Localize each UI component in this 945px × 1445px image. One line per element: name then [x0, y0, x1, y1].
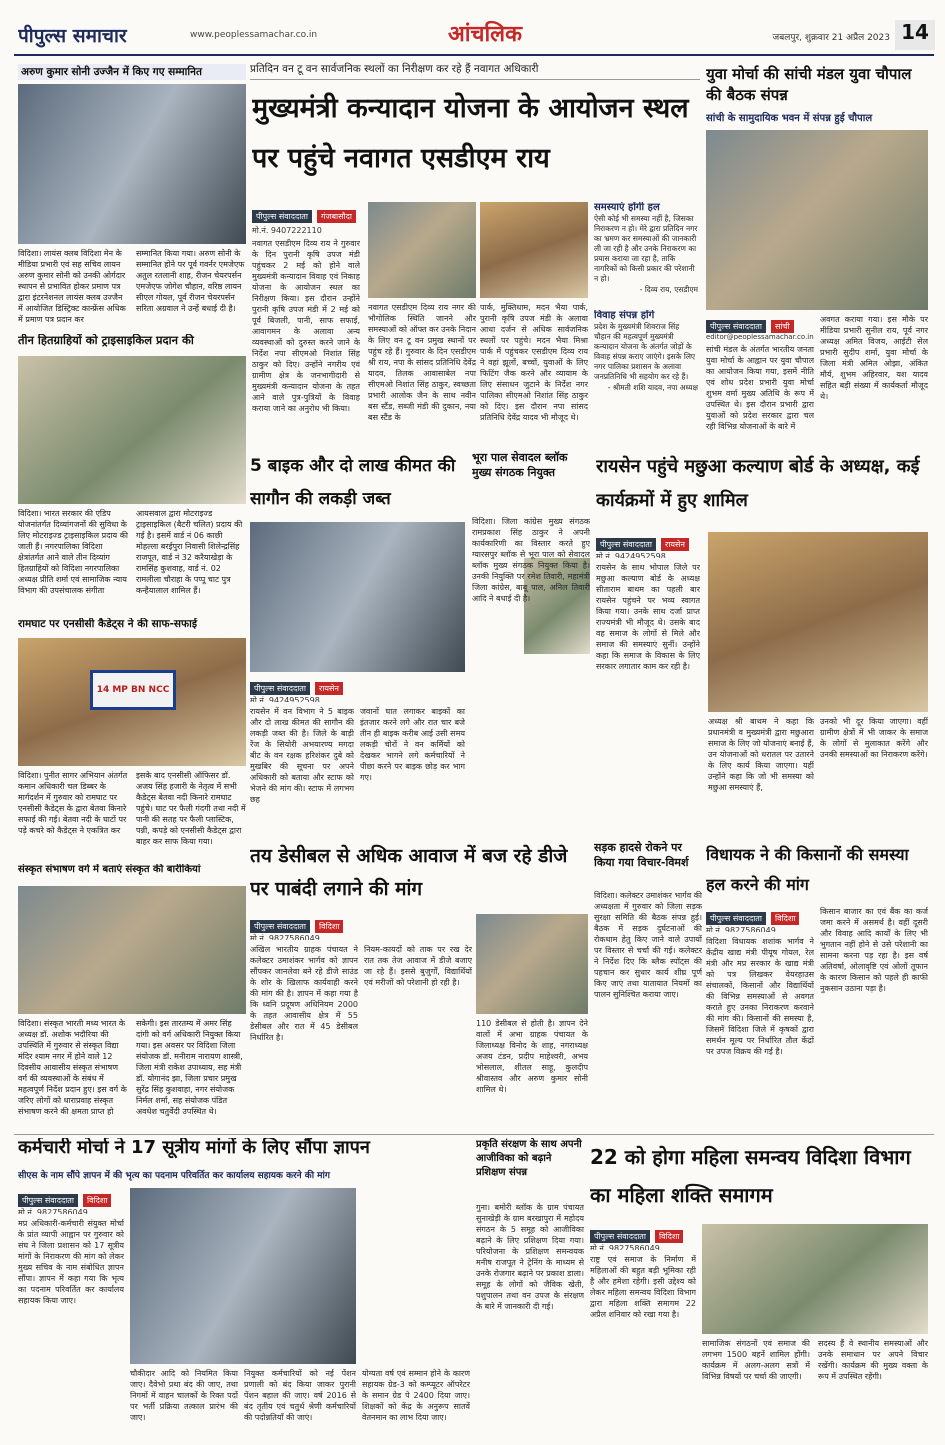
column-1: विदिशा विधायक शशांक भार्गव ने केंद्रीय खाद्य मंत्री पीयूष गोयल, रेल मंत्री और मप्र सरकार के खाद्य मंत्री को पत्र लिखकर वेयरहाउस संचालकों, किसानों और विद्यार्थियों की विभिन्न समस्याओं से अवगत कराते हुए उनका निराकरण करवाने की मांग की। किसानों की समस्या है, जिसमें विदिशा जिले में कृषकों द्वारा समर्थन मूल्य पर निर्धारित तौल केंद्रों पर उपज विक्रय की गई है। — [706, 937, 814, 1056]
column-1: रायसेन में वन विभाग ने 5 बाइक और दो लाख कीमत की सागौन की लकड़ी जब्त की है। जिले के बाड़ी रेंज के सियोरी अभयारण्य मगदा बीट के वन रक्षक हरिशंकर दुबे को मुखबिर की सूचना पर अपने अधिकारी को बताया और स्टाफ को भेजने की मांग की। स्टाफ में लगभग छह — [250, 707, 354, 804]
headline: युवा मोर्चा की सांची मंडल युवा चौपाल की बैठक संपन्न — [706, 65, 912, 104]
headline: अरुण कुमार सोनी उज्जैन में किए गए सम्मानित — [18, 64, 246, 80]
column-1: रायसेन के साथ भोपाल जिले पर मछुआ कल्याण बोर्ड के अध्यक्ष सीताराम बाथम का पहली बार रायसेन पहुंचने पर भव्य स्वागत किया गया। उनके साथ दर्जा प्राप्त राज्यमंत्री भी मौजूद थे। उसके बाद वह समाज के लोगों से मिले और समाज की समस्याएं सुनीं। उन्होंने कहा कि समाज के विकास के लिए सरकार लगातार काम कर रही है। — [596, 563, 700, 671]
caption: विदिशा। लायंस क्लब विदिशा मेन के मीडिया प्रभारी एवं सह सचिव लायन अरुण कुमार सोनी को उनकी ओर्गदार स्थापन से प्रभावित होकर प्रमाण पत्र द्वारा इंटरनेशनल लायंस क्लब उज्जैन में आयोजित डिस्ट्रिक्ट कान्फ्रेंस अधिक में प्रमाण पत्र प्रदान कर — [18, 249, 126, 324]
quote2-signature: - श्रीमती शशि यादव, नपा अध्यक्ष — [607, 382, 698, 392]
caption: विदिशा। पुनीत सागर अभियान अंतर्गत कमान अधिकारी चल डिब्बर के मार्गदर्शन में गुरुवार को रामघाट पर एनसीसी कैडेट्स के द्वारा बेतवा किनारे सफाई की गई। बेतवा नदी के घाटों पर पड़े कचरे को कैडेट्स ने एकत्रित कर — [18, 771, 128, 835]
headline: सड़क हादसे रोकने पर किया गया विचार-विमर्श — [594, 841, 689, 869]
mid-story-appointment — [472, 450, 590, 836]
lead-photo-1 — [368, 202, 476, 298]
lead-column-2: नवागत एसडीएम दिव्य राय नगर की भौगोलिक स्थिति जानने और समस्याओं को ऑफ्त कर उनके निदान के लिए वन टू वन प्रमुख स्थानों पर पहुंच रहे हैं। गुरुवार के दिन एसडीएम श्री राय, नपा के सांसद प्रतिनिधि देवेंद्र यादव, तिलक आवासाबेल नपा सीएमओ निशांत सिंह ठाकुर, स्वच्छता प्रभारी आलोक जैन के साथ नवीन बस स्टैंड, सब्जी मंडी की दुकान, नया बस स्टैंड के — [368, 303, 476, 422]
memorandum-photo — [130, 1188, 356, 1364]
section-title: आंचलिक — [448, 22, 522, 47]
column-3: 110 डेसीबल से होती है। ज्ञापन देने वालों में अभा ग्राहक पंचायत के जिलाध्यक्ष विनोद के शाह, नगराध्यक्ष अजय टंडन, प्रदीप माहेश्वरी, अभय भोसलाल, शीतल साहू, कुलदीप श्रीवास्तव और अरुण कुमार सोनी शामिल थे। — [476, 1019, 588, 1094]
headline: प्रकृति संरक्षण के साथ अपनी आजीविका को बढ़ाने प्रशिक्षण संपन्न — [476, 1139, 582, 1178]
caption-continued: आयसवाल द्वारा मोटराइज्ड ट्राइसाइकिल (बैटरी चलित) प्रदाय की गई है। इसमें वार्ड नं 06 काछी मोहल्ला बरईपुरा निवासी शिलेन्द्रसिंह राजपूत, वार्ड नं 32 करैयाखेड़ा के रामसिंह कुशवाह, वार्ड नं. 02 रामलीला चौराहा के पप्पू चाट पुत्र कन्हैयालाल शामिल हैं। — [136, 509, 243, 595]
lead-column-1: नवागत एसडीएम दिव्य राय ने गुरुवार के दिन पुरानी कृषि उपज मंडी पहुंचकर 2 मई को होने वाले मुख्यमंत्री कन्यादान विवाह एवं निकाह योजना के आयोजन स्थल का निरीक्षण किया। इस दौरान उन्होंने पुरानी कृषि उपज मंडी में 2 मई को पूर्व बिजली, पानी, साफ सफाई, आवागमन के अलावा अन्य व्यवस्थाओं को दुरुस्त करने जाने के निर्देश नपा सीएमओ निशांत सिंह ठाकुर को दिए। उन्होंने नगरीय एवं ग्रामीण क्षेत्र के जनभागीदारी से मुख्यमंत्री कन्यादान योजना के तहत आने वाले पुत्र-पुत्रियों के विवाह कराया जाने का अनुरोध भी किया। — [252, 239, 360, 413]
bottom-story-employees — [18, 1138, 470, 1438]
byline: पीपुल्स संवाददाता — [596, 538, 656, 551]
headline: तय डेसीबल से अधिक आवाज में बज रहे डीजे पर पाबंदी लगाने की मांग — [250, 845, 568, 900]
body: गुना। बमोरी ब्लॉक के ग्राम पंचायत सुनाखेड़ी के ग्राम बरखापुरा में महोदय संगठन के 5 समूह को आजीविका बढ़ाने के लिए प्रशिक्षण दिया गया। परियोजना के प्रशिक्षण समन्वयक मनीष राजपूत ने ट्रेनिंग के माध्यम से उनके रोजगार बढ़ाने पर प्रकाश डाला। समूह के लोगों को जैविक खेती, पशुपालन तथा वन उपज के संरक्षण के बारे में जानकारी दी गई। — [476, 1203, 584, 1311]
award-photo — [18, 84, 246, 244]
byline-box — [250, 914, 370, 940]
column-3: उनको भी दूर किया जाएगा। वहीं ग्रामीण क्षेत्रों में भी जाकर के समाज के लोगों से मुलाकात करेंगे और उनकी समस्याओं का निराकरण करेंगे। — [820, 717, 928, 759]
byline: पीपुल्स संवाददाता — [706, 912, 766, 925]
column-2: सामाजिक संगठनों एवं समाज की लगभग 1500 बहनें शामिल होंगी। कार्यक्रम में अलग-अलग सत्रों में विभिन्न विषयों पर चर्चा की जाएगी। — [702, 1339, 810, 1381]
column-3: सदस्य हैं वे स्थानीय समस्याओं और उनके समाधान पर अपने विचार रखेंगी। कार्यक्रम की मुख्य वक्ता के रूप में उपस्थित रहेंगी। — [818, 1339, 928, 1381]
byline: पीपुल्स संवाददाता — [252, 210, 312, 223]
column-1: राष्ट्र एवं समाज के निर्माण में महिलाओं की बहुत बड़ी भूमिका रही है और हमेशा रहेगी। इसी उद्देश्य को लेकर महिला समन्वय विदिशा विभाग द्वारा महिला शक्ति समागम 22 अप्रैल शनिवार को रखा गया है। — [590, 1255, 696, 1319]
byline-box — [590, 1224, 698, 1250]
lead-byline-box — [252, 204, 360, 234]
right-story-road-safety — [594, 840, 702, 1130]
headline: विधायक ने की किसानों की समस्या हल करने की मांग — [706, 845, 909, 894]
lead-column-3: पार्क, मुक्तिधाम, मदन भैया पार्क, पुरानी कृषि उपज मंडी के अलावा आधा दर्जन से अधिक सार्वजनिक स्थलों पर पहुंचे। मदन भैया मिश्रा पार्क में पहुंचकर एसडीएम दिव्य राय ने वहां झूलों, बच्चों, युवाओं के लिए फिटिंग जैक करने और व्यायाम के लिए संसाधन जुटाने के निर्देश नगर पालिका सीएमओ निशांत सिंह ठाकुर को दिए। इस दौरान नपा सांसद प्रतिनिधि देवेंद्र यादव भी मौजूद थे। — [480, 303, 588, 422]
tricycle-photo — [18, 356, 246, 504]
mobile-number: मो.नं. 9827586049 — [250, 934, 320, 940]
masthead-url: www.peoplessamachar.co.in — [190, 30, 318, 40]
column-3: नियुक्त कर्मचारियों को नई पेंशन प्रणाली को बंद किया जाकर पुरानी पेंशन बहाल की जाए। वर्ष 2016 से बंद तृतीय एवं चतुर्थ श्रेणी कर्मचारियों की पदोन्नतियाँ की जाएं। — [244, 1369, 356, 1422]
quote-box-1 — [594, 202, 698, 306]
memorandum-photo — [476, 914, 588, 1014]
welcome-photo — [708, 532, 928, 712]
body: विदिशा। जिला कांग्रेस मुख्य संगठक रामप्रकाश सिंह ठाकुर ने अपनी कार्यकारिणी का विस्तार करते हुए ग्यारसपुर ब्लॉक से भूरा पाल को सेवादल ब्लॉक मुख्य संगठक नियुक्त किया है। उनकी नियुक्ति पर रमेश तिवारी, महामंत्री जिला कांग्रेस, बाबू पाल, अनिल तिवारी आदि ने बधाई दी है। — [472, 517, 590, 603]
mobile-number: मो.नं. 9827586049 — [590, 1244, 660, 1250]
subheadline: सांची के सामुदायिक भवन में संपन्न हुई चौपाल — [706, 113, 873, 124]
masthead-rule — [14, 54, 934, 56]
quote-body: ऐसी कोई भी समस्या नहीं है, जिसका निराकरण न हो। मेरे द्वारा प्रतिदिन नगर का भ्रमण कर समस्याओं की जानकारी ली जा रही है और उनके निराकरण का प्रयास कराया जा रहा है, ताकि नागरिकों को किसी प्रकार की परेशानी न हो। — [594, 213, 698, 283]
headline: रामघाट पर एनसीसी कैडेट्स ने की साफ-सफाई — [18, 618, 197, 630]
byline-box — [706, 906, 814, 932]
byline-box — [596, 532, 704, 558]
headline: तीन हितग्राहियों को ट्राइसाइकिल प्रदान की — [18, 334, 194, 347]
headline: भूरा पाल सेवादल ब्लॉक मुख्य संगठक नियुक्त — [472, 451, 568, 479]
caption-continued: सम्मानित किया गया। अरुण सोनी के सम्मानित होने पर पूर्व गवर्नर एमजेएफ अतुल रतलानी शाह, रीजन चेयरपर्सन एमजेएफ जोगेश चौहान, वरिष्ठ लायन सीएल गोयल, पूर्व रीजन चेयरपर्सन सरिता अग्रवाल ने उन्हें बधाई दी है। — [136, 249, 245, 313]
byline-box — [706, 314, 816, 340]
left-story-2 — [18, 334, 246, 612]
byline-place: विदिशा — [655, 1230, 683, 1243]
ncc-photo — [18, 638, 246, 766]
byline-place: विदिशा — [315, 920, 343, 933]
headline: कर्मचारी मोर्चा ने 17 सूत्रीय मांगों के लिए सौंपा ज्ञापन — [18, 1138, 370, 1158]
quote-box-2 — [594, 310, 698, 440]
right-story-mla — [706, 840, 928, 1130]
byline-place: रायसेन — [661, 538, 689, 551]
mid-story-bikes — [250, 450, 465, 836]
mobile-number: मो.नं. 9424952598 — [250, 696, 320, 702]
byline-box — [18, 1188, 126, 1214]
left-story-3 — [18, 618, 246, 858]
top-strip: प्रतिदिन वन टू वन सार्वजनिक स्थलों का निरीक्षण कर रहे हैं नवागत अधिकारी — [250, 62, 700, 80]
right-story-fisheries — [596, 450, 928, 836]
mid-story-dj — [250, 840, 588, 1130]
seized-bikes-photo — [250, 522, 465, 672]
masthead — [0, 0, 945, 58]
caption: विदिशा। संस्कृत भारती मध्य भारत के अध्यक्ष डॉ. अशोक भदौरिया की उपस्थिति में गुरुवार से संस्कृत विद्या मंदिर श्याम नगर में होने वाले 12 दिवसीय आवासीय संस्कृत संभाषण वर्ग की व्यवस्थाओं के संबंध में महत्वपूर्ण निर्देश प्रदान हुए। इस वर्ग के जरिए लोगों को धाराप्रवाह संस्कृत संभाषण करने की क्षमता प्राप्त हो — [18, 1019, 127, 1116]
byline: पीपुल्स संवाददाता — [590, 1230, 650, 1243]
ncc-banner: 14 MP BN NCC — [90, 670, 176, 710]
byline: पीपुल्स संवाददाता — [250, 920, 310, 933]
byline-place: सांची — [771, 320, 794, 333]
column-2: अवगत कराया गया। इस मौके पर मीडिया प्रभारी सुनील राय, पूर्व नगर अध्यक्ष अमित विजय, आईटी सेल प्रभारी सुदीप शर्मा, युवा मोर्चा के जिला मंत्री अमित ओझा, अंकित मौर्य, शुभम अहिरवार, यश यादव सहित बड़ी संख्या में कार्यकर्ता मौजूद थे। — [820, 315, 928, 401]
byline-place: विदिशा — [771, 912, 799, 925]
page-number: 14 — [895, 20, 935, 50]
email: editor@peoplessamachar.co.in — [706, 333, 814, 340]
column-1: मप्र अधिकारी-कर्मचारी संयुक्त मोर्चा के प्रांत व्यापी आह्वान पर गुरुवार को संघ ने जिला प्रशासन को 17 सूत्रीय मांगों के निराकरण की मांग को लेकर मुख्य सचिव के नाम संबोधित ज्ञापन सौंपा। ज्ञापन में कहा गया कि भृत्य का पदनाम परिवर्तित कर कार्यालय सहायक किया जाए। — [18, 1219, 124, 1305]
column-1: सांची मंडल के अंतर्गत भारतीय जनता युवा मोर्चा के आह्वान पर युवा चौपाल का आयोजन किया गया, इसमें नीति एवं शोध प्रदेश प्रभारी युवा मोर्चा शुभम वर्मा मुख्य अतिथि के रूप में उपस्थित थे। इस दौरान प्रभारी द्वारा युवाओं को प्रदेश सरकार द्वारा चल रही विभिन्न योजनाओं के बारे में — [706, 345, 814, 431]
right-story-yuva — [706, 62, 928, 442]
lead-headline: मुख्यमंत्री कन्यादान योजना के आयोजन स्थल पर पहुंचे नवागत एसडीएम राय — [252, 93, 689, 174]
left-story-1 — [18, 62, 246, 328]
column-2: अध्यक्ष श्री बाथम ने कहा कि प्रधानमंत्री व मुख्यमंत्री द्वारा मछुआरा समाज के लिए जो योजनाएं बनाई हैं, उन योजनाओं को धरातल पर उतारने के लिए कार्य किया जाएगा। यहीं उन्होंने कहा कि जो भी समस्या को मछुआ समस्याएं हैं, — [708, 717, 814, 792]
dateline: जबलपुर, शुक्रवार 21 अप्रैल 2023 — [772, 33, 890, 43]
headline: 22 को होगा महिला समन्वय विदिशा विभाग का महिला शक्ति समागम — [590, 1145, 911, 1207]
headline: 5 बाइक और दो लाख कीमत की सागौन की लकड़ी जब्त — [250, 456, 456, 509]
quote2-body: प्रदेश के मुख्यमंत्री शिवराज सिंह चौहान की महत्वपूर्ण मुख्यमंत्री कन्यादान योजना के अंतर्गत जोड़ों के विवाह संपन्न कराए जाएंगे। इसके लिए नगर पालिका प्रशासन के अलावा जनप्रतिनिधि भी सहयोग कर रहे हैं। — [594, 321, 696, 381]
chaupal-photo — [706, 130, 928, 310]
mobile-number: मो.नं. 9407222110 — [252, 226, 322, 234]
bottom-row-rule — [14, 1134, 934, 1135]
left-story-4 — [18, 864, 246, 1138]
lead-story — [250, 62, 700, 442]
quote-signature: - दिव्य राय, एसडीएम — [639, 284, 698, 294]
headline: संस्कृत संभाषण वर्ग में बताएं संस्कृत की बारीकियां — [18, 864, 201, 875]
caption-continued: सकेगी। इस तारतम्य में अमर सिंह दांगी को वर्ग अधिकारी नियुक्त किया गया। इस अवसर पर विदिशा जिला संयोजक डॉ. मनीराम नारायण शास्त्री, जिला मंत्री राकेश उपाध्याय, सह मंत्री डॉ. योगानंद झा, जिला प्रचार प्रमुख सुरेंद्र सिंह कुशवाहा, नगर संयोजक निर्मल शर्मा, सह संयोजक पंडित अवधेश चतुर्वेदी उपस्थित थे। — [136, 1019, 243, 1116]
column-2: जवानों घात लगाकर बाइकों का इंतजार करने लगे और रात चार बजे तीन ही बाइक करीब आई उसी समय लकड़ी चोरों ने वन कर्मियों को देखकर भागने लगे कर्मचारियों ने पीछा करने पर बाइक छोड़ कर भाग गए। — [360, 707, 465, 782]
byline-place: गंजबासौदा — [317, 210, 356, 223]
byline-box — [250, 676, 465, 702]
headline: रायसेन पहुंचे मछुआ कल्याण बोर्ड के अध्यक्ष, कई कार्यक्रमों में हुए शामिल — [596, 456, 920, 511]
caption-continued: इसके बाद एनसीसी ऑफिसर डॉ. अजय सिंह हजारी के नेतृत्व में सभी कैडेट्स बेतवा नदी किनारे रामघाट पहुंचे। घाट पर फैली गंदगी तथा नदी में पानी की सतह पर फैली प्लास्टिक, पन्नी, कपड़े को एनसीसी कैडेट्स द्वारा बाहर कर साफ किया गया। — [136, 771, 246, 846]
bottom-story-women — [590, 1138, 928, 1438]
column-2: चौकीदार आदि को नियमित किया जाए। दैवेभो प्रथा बंद की जाए, तथा निगमों में वाहन चालकों के रिक्त पदों पर भर्ती प्रक्रिया तत्काल प्रारंभ की जाए। — [130, 1369, 238, 1422]
lead-photo-2 — [480, 202, 588, 298]
caption: विदिशा। भारत सरकार की एडिप योजनांतर्गत दिव्यांगजनों की सुविधा के लिए मोटराइज्ड ट्राइसाइकिल प्रदाय की जाती हैं। नगरपालिका विदिशा क्षेत्रांतर्गत आने वाले तीन दिव्यांग हितग्राहियों को विदिशा नगरपालिका अध्यक्ष प्रीति शर्मा एवं सामाजिक न्याय विभाग की उपसंचालक संगीता — [18, 509, 128, 595]
masthead-logo: पीपुल्स समाचार — [18, 25, 127, 47]
mobile-number: मो.नं. 9827586049 — [18, 1208, 88, 1214]
subheadline: सीएस के नाम सौंपे ज्ञापन में की भृत्य का पदनाम परिवर्तित कर कार्यालय सहायक करने की मांग — [18, 1171, 330, 1181]
bottom-story-training — [476, 1138, 584, 1438]
quote-title: समस्याएं होंगी हल — [594, 202, 660, 213]
sanskrit-class-photo — [18, 886, 246, 1014]
column-1: अखिल भारतीय ग्राहक पंचायत ने कलेक्टर उमाशंकर भार्गव को ज्ञापन सौंपकर जानलेवा बने रहे डीजे साउंड के शोर के खिलाफ कार्यवाही करने की मांग की है। ज्ञापन में कहा गया है कि ध्वनि प्रदूषण अधिनियम 2000 के तहत आवासीय क्षेत्र में 55 डेसीबल और रात में 45 डेसीबल निर्धारित है। — [250, 945, 358, 1042]
byline: पीपुल्स संवाददाता — [18, 1194, 78, 1207]
column-2: किसान बाजार का एवं बैंक का कर्ज जमा करने में असमर्थ है। वहीं दूसरी और विवाह आदि कार्यों के लिए भी भुगतान नहीं होने से उसे परेशानी का सामना करना पड़ रहा है। इस वर्ष अतिवर्षा, ओलावृष्टि एवं ओलों तूफान के कारण किसान को पहले ही काफी नुकसान उठाना पड़ा है। — [820, 907, 928, 993]
column-2: नियम-कायदों को ताक पर रख देर रात तक तेज आवाज में डीजे बजाए जा रहे हैं। इससे बुजुर्गों, विद्यार्थियों एवं मरीजों को परेशानी हो रही है। — [364, 945, 472, 987]
byline: पीपुल्स संवाददाता — [250, 682, 310, 695]
byline-place: रायसेन — [315, 682, 343, 695]
column-4: योग्यता वर्ष एवं सम्मान होने के कारण सहायक ग्रेड-3 को कम्प्यूटर ऑपरेटर के समान ग्रेड पे 2400 दिया जाए। शिक्षकों को केंद्र के अनुरूप सातवें वेतनमान का लाभ दिया जाए। — [362, 1369, 470, 1422]
byline: पीपुल्स संवाददाता — [706, 320, 766, 333]
mobile-number: मो.नं. 9827586049 — [706, 926, 776, 932]
byline-place: विदिशा — [83, 1194, 111, 1207]
mobile-number: मो.नं. 9424952598 — [596, 552, 666, 558]
quote2-title: विवाह संपन्न होंगे — [594, 310, 655, 321]
body: विदिशा। कलेक्टर उमाशंकर भार्गव की अध्यक्षता में गुरुवार को जिला सड़क सुरक्षा समिति की बैठक संपन्न हुई। बैठक में सड़क दुर्घटनाओं की रोकथाम हेतु किए जाने वाले उपायों पर विस्तार से चर्चा की गई। कलेक्टर ने निर्देश दिए कि ब्लैक स्पॉट्स की पहचान कर सुधार कार्य शीघ्र पूर्ण किए जाएं तथा यातायात नियमों का पालन सुनिश्चित कराया जाए। — [594, 891, 702, 999]
women-photo — [702, 1224, 928, 1334]
